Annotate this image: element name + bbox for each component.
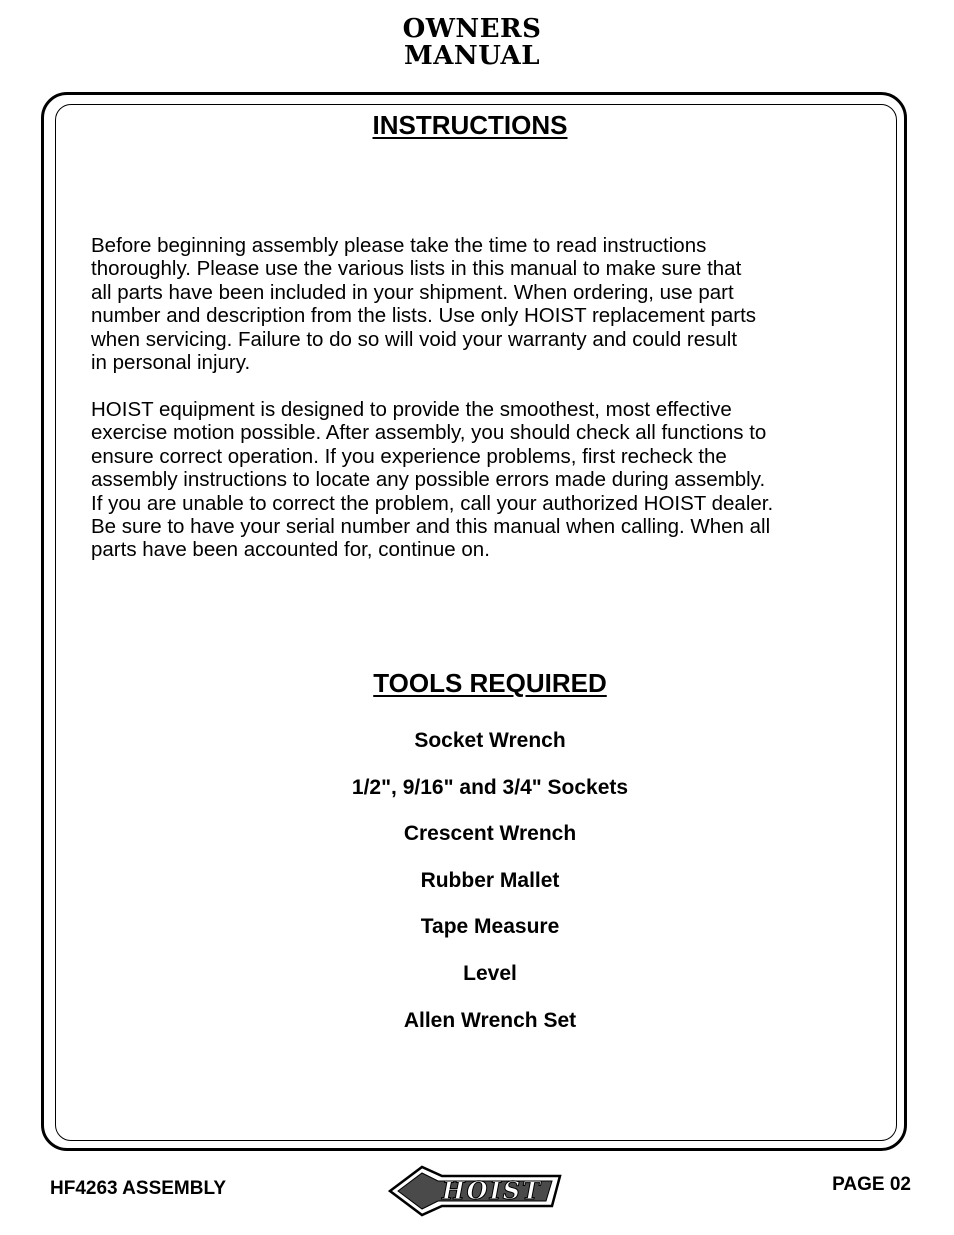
- tool-item-crescent-wrench: Crescent Wrench: [403, 822, 577, 846]
- instructions-paragraph-1: Before beginning assembly please take the time to read instructions thoroughly. Please use the various lists in this manual to make sure that all parts have been included in your shipment. When ordering, use part number and description from the lists. Use only HOIST replacement parts when servicing. Failure to do so will void your warranty and could result in personal injury.: [91, 234, 757, 375]
- tool-item-level: Level: [463, 961, 517, 985]
- logo-text: HOIST: [442, 1176, 542, 1205]
- footer-model-label: HF4263 ASSEMBLY: [50, 1178, 226, 1199]
- document-title: [0, 16, 944, 70]
- title-line-owners: OWNERS: [402, 14, 542, 44]
- instructions-heading: INSTRUCTIONS: [372, 110, 568, 140]
- tool-item-allen-wrench-set: Allen Wrench Set: [403, 1008, 577, 1032]
- page-number: PAGE 02: [832, 1174, 911, 1195]
- tools-required-heading: TOOLS REQUIRED: [373, 668, 607, 698]
- title-line-manual: MANUAL: [403, 41, 541, 71]
- instructions-paragraph-2: HOIST equipment is designed to provide the smoothest, most effective exercise motion possible. After assembly, you should check all functions to ensure correct operation. If you experience problems, first recheck the assembly instructions to locate any possible errors made during assembly. If you are unable to correct the problem, call your authorized HOIST dealer. Be sure to have your serial number and this manual when calling. When all parts have been accounted for, continue on.: [91, 398, 774, 562]
- tool-item-socket-wrench: Socket Wrench: [414, 729, 566, 752]
- tool-item-tape-measure: Tape Measure: [420, 915, 560, 939]
- tool-item-sockets: 1/2", 9/16" and 3/4" Sockets: [351, 775, 629, 799]
- tools-list: [290, 728, 690, 1054]
- tool-item-rubber-mallet: Rubber Mallet: [420, 868, 560, 892]
- hoist-logo: [388, 1163, 570, 1219]
